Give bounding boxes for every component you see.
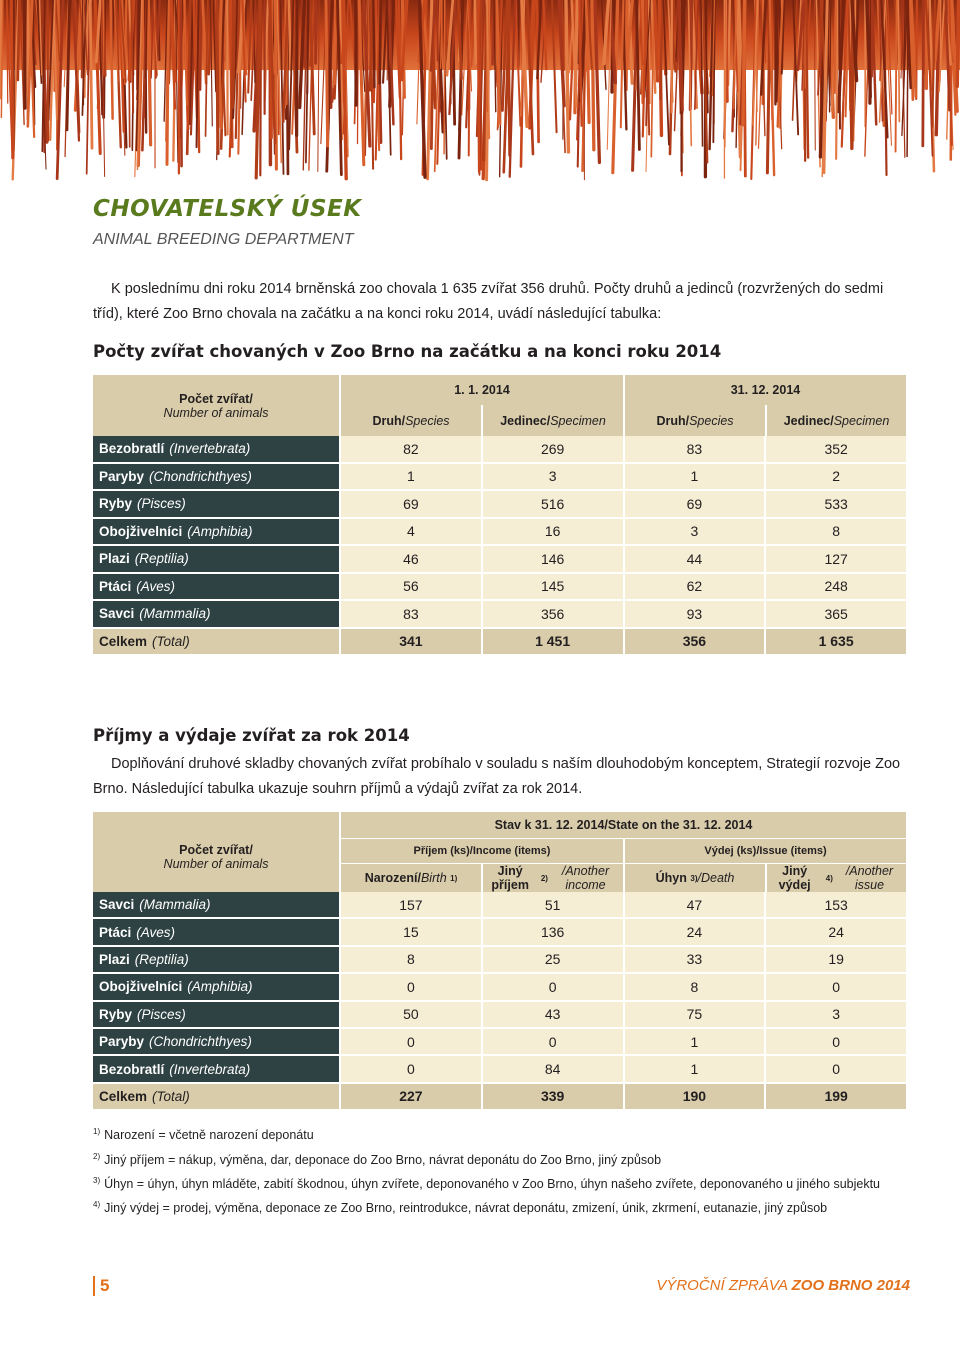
table-cell: 0 xyxy=(339,1029,481,1056)
row-label xyxy=(93,919,339,946)
section-title: CHOVATELSKÝ ÚSEK xyxy=(93,196,362,222)
footnote-2: $^{2)}$ Jiný příjem = nákup, výměna, dar, deponace do Zoo Brno, návrat deponátu do Zoo Brno, jiný způsob xyxy=(93,1152,662,1168)
table-row xyxy=(93,1084,906,1111)
table-cell: 356 xyxy=(623,629,765,657)
row-label-latin: (Mammalia) xyxy=(139,897,211,913)
row-label-latin: (Total) xyxy=(152,633,190,649)
table-cell: 93 xyxy=(623,601,765,629)
table-cell: 0 xyxy=(764,974,906,1001)
row-label-czech: Savci xyxy=(99,606,135,622)
table-cell: 82 xyxy=(339,436,481,464)
table-row xyxy=(93,491,906,519)
row-label-czech: Bezobratlí xyxy=(99,441,165,457)
table-cell: 4 xyxy=(339,519,481,547)
row-label xyxy=(93,974,339,1001)
table-row xyxy=(93,1002,906,1029)
animal-count-table xyxy=(93,375,906,660)
table-row xyxy=(93,1056,906,1083)
row-label-czech: Ptáci xyxy=(99,924,132,940)
row-label-latin: (Amphibia) xyxy=(187,523,253,539)
row-label-czech: Bezobratlí xyxy=(99,1061,165,1077)
table-cell: 3 xyxy=(764,1002,906,1029)
table-cell: 69 xyxy=(339,491,481,519)
row-label-latin: (Total) xyxy=(152,1088,190,1104)
table-cell: 352 xyxy=(764,436,906,464)
table-cell: 516 xyxy=(481,491,623,519)
page-number: 5 xyxy=(93,1276,109,1296)
footnote-3: $^{3)}$ Úhyn = úhyn, úhyn mláděte, zabití škodnou, úhyn zvířete, deponovaného v Zoo Brno, úhyn našeho zvířete, deponovaného u jiného subjektu xyxy=(93,1176,880,1192)
table-cell: 0 xyxy=(764,1029,906,1056)
row-label xyxy=(93,546,339,574)
row-label-latin: (Aves) xyxy=(136,578,176,594)
row-label-czech: Ryby xyxy=(99,496,133,512)
table-cell: 62 xyxy=(623,574,765,602)
table-row xyxy=(93,1029,906,1056)
table-cell: 24 xyxy=(764,919,906,946)
table-cell: 83 xyxy=(339,601,481,629)
row-label-czech: Plazi xyxy=(99,951,130,967)
table-cell: 69 xyxy=(623,491,765,519)
table-cell: 46 xyxy=(339,546,481,574)
row-label-czech: Celkem xyxy=(99,633,148,649)
table-row xyxy=(93,892,906,919)
table1-header-label: Počet zvířat/ Number of animals xyxy=(93,375,339,436)
row-label xyxy=(93,1029,339,1056)
table-row xyxy=(93,546,906,574)
table1-col-species-end: Druh/ Species xyxy=(625,405,765,436)
table2-state-header: Stav k 31. 12. 2014/State on the 31. 12. 2014 xyxy=(341,812,906,838)
table-cell: 8 xyxy=(623,974,765,1001)
table-cell: 1 xyxy=(623,464,765,492)
row-label-latin: (Invertebrata) xyxy=(169,441,251,457)
table-cell: 127 xyxy=(764,546,906,574)
table2-col-death: Úhyn 3) /Death xyxy=(625,864,765,892)
footer-report-title: VÝROČNÍ ZPRÁVA ZOO BRNO 2014 xyxy=(656,1277,910,1294)
row-label xyxy=(93,491,339,519)
table-cell: 0 xyxy=(481,974,623,1001)
table-cell: 199 xyxy=(764,1084,906,1111)
table-cell: 269 xyxy=(481,436,623,464)
table-row xyxy=(93,519,906,547)
row-label xyxy=(93,947,339,974)
table2-paragraph: Doplňování druhové skladby chovaných zvířat probíhalo v souladu s naším dlouhodobým konceptem, Strategií rozvoje Zoo Brno. Následující tabulka ukazuje souhrn příjmů a výdajů zvířat za rok 2014. xyxy=(93,756,901,797)
table-cell: 33 xyxy=(623,947,765,974)
table-cell: 1 635 xyxy=(764,629,906,657)
table-cell: 0 xyxy=(339,1056,481,1083)
table-cell: 227 xyxy=(339,1084,481,1111)
table-cell: 2 xyxy=(764,464,906,492)
table-cell: 136 xyxy=(481,919,623,946)
table-cell: 0 xyxy=(339,974,481,1001)
table-cell: 43 xyxy=(481,1002,623,1029)
row-label xyxy=(93,436,339,464)
row-label xyxy=(93,1056,339,1083)
row-label-latin: (Aves) xyxy=(136,924,176,940)
section-subtitle: ANIMAL BREEDING DEPARTMENT xyxy=(93,231,354,248)
table-cell: 50 xyxy=(339,1002,481,1029)
table-cell: 8 xyxy=(339,947,481,974)
table-row xyxy=(93,974,906,1001)
table-cell: 533 xyxy=(764,491,906,519)
intro-paragraph: K poslednímu dni roku 2014 brněnská zoo chovala 1 635 zvířat 356 druhů. Počty druhů a jedinců (rozvržených do sedmi tříd), které Zoo Brno chovala na začátku a na konci roku 2014, uvádí následující tabulka: xyxy=(93,281,884,322)
table-cell: 15 xyxy=(339,919,481,946)
row-label-czech: Ryby xyxy=(99,1006,133,1022)
table-cell: 1 xyxy=(623,1056,765,1083)
table-cell: 1 451 xyxy=(481,629,623,657)
table1-heading: Počty zvířat chovaných v Zoo Brno na začátku a na konci roku 2014 xyxy=(93,342,722,361)
row-label xyxy=(93,601,339,629)
footnote-4: $^{4)}$ Jiný výdej = prodej, výměna, deponace ze Zoo Brno, reintrodukce, návrat deponátu, zmizení, únik, zkrmení, eutanazie, jiný způsob xyxy=(93,1200,828,1216)
table1-col-species-start: Druh/ Species xyxy=(341,405,481,436)
table-cell: 157 xyxy=(339,892,481,919)
row-label-czech: Celkem xyxy=(99,1088,148,1104)
table-row xyxy=(93,436,906,464)
row-label-latin: (Reptilia) xyxy=(134,551,189,567)
table2-col-birth: Narození/ Birth 1) xyxy=(341,864,481,892)
row-label-latin: (Reptilia) xyxy=(134,951,189,967)
table-cell: 83 xyxy=(623,436,765,464)
table2-issue-header: Výdej (ks)/Issue (items) xyxy=(625,839,906,863)
row-label xyxy=(93,574,339,602)
table-cell: 44 xyxy=(623,546,765,574)
row-label xyxy=(93,1084,339,1111)
row-label-czech: Plazi xyxy=(99,551,130,567)
table-cell: 153 xyxy=(764,892,906,919)
table-cell: 0 xyxy=(764,1056,906,1083)
table2-header-label: Počet zvířat/ Number of animals xyxy=(93,812,339,892)
table-cell: 356 xyxy=(481,601,623,629)
table-cell: 248 xyxy=(764,574,906,602)
table-row xyxy=(93,629,906,657)
row-label-latin: (Pisces) xyxy=(137,496,186,512)
table-cell: 16 xyxy=(481,519,623,547)
row-label-czech: Savci xyxy=(99,897,135,913)
row-label-czech: Obojživelníci xyxy=(99,523,183,539)
table-cell: 84 xyxy=(481,1056,623,1083)
table-cell: 3 xyxy=(481,464,623,492)
row-label-latin: (Chondrichthyes) xyxy=(149,1034,252,1050)
thatch-roof-image xyxy=(0,0,960,190)
table1-col-specimen-start: Jedinec/ Specimen xyxy=(483,405,623,436)
row-label xyxy=(93,629,339,657)
table-cell: 0 xyxy=(481,1029,623,1056)
row-label xyxy=(93,464,339,492)
table-cell: 56 xyxy=(339,574,481,602)
table-cell: 146 xyxy=(481,546,623,574)
table-row xyxy=(93,947,906,974)
table-row xyxy=(93,601,906,629)
table-row xyxy=(93,574,906,602)
table-cell: 25 xyxy=(481,947,623,974)
table2-col-other-income: Jiný příjem 2) /Another income xyxy=(483,864,623,892)
row-label-latin: (Mammalia) xyxy=(139,606,211,622)
table-cell: 145 xyxy=(481,574,623,602)
table-cell: 19 xyxy=(764,947,906,974)
table-row xyxy=(93,919,906,946)
table-cell: 339 xyxy=(481,1084,623,1111)
table2-income-header: Příjem (ks)/Income (items) xyxy=(341,839,623,863)
table1-date-end: 31. 12. 2014 xyxy=(625,375,906,405)
table-cell: 341 xyxy=(339,629,481,657)
row-label-latin: (Amphibia) xyxy=(187,979,253,995)
table-row xyxy=(93,464,906,492)
income-issue-table xyxy=(93,812,906,1110)
table1-col-specimen-end: Jedinec/ Specimen xyxy=(767,405,906,436)
table-cell: 1 xyxy=(339,464,481,492)
table-cell: 190 xyxy=(623,1084,765,1111)
row-label-latin: (Chondrichthyes) xyxy=(149,468,252,484)
row-label xyxy=(93,519,339,547)
table2-col-other-issue: Jiný výdej 4) /Another issue xyxy=(767,864,906,892)
table-cell: 3 xyxy=(623,519,765,547)
row-label-latin: (Pisces) xyxy=(137,1006,186,1022)
table-cell: 1 xyxy=(623,1029,765,1056)
table-cell: 8 xyxy=(764,519,906,547)
row-label xyxy=(93,1002,339,1029)
row-label-czech: Obojživelníci xyxy=(99,979,183,995)
table-cell: 51 xyxy=(481,892,623,919)
row-label-latin: (Invertebrata) xyxy=(169,1061,251,1077)
row-label xyxy=(93,892,339,919)
table-cell: 24 xyxy=(623,919,765,946)
footnote-1: $^{1)}$ Narození = včetně narození deponátu xyxy=(93,1127,314,1143)
table1-date-start: 1. 1. 2014 xyxy=(341,375,623,405)
table-cell: 365 xyxy=(764,601,906,629)
row-label-czech: Paryby xyxy=(99,1034,145,1050)
table2-heading: Příjmy a výdaje zvířat za rok 2014 xyxy=(93,726,410,745)
row-label-czech: Paryby xyxy=(99,468,145,484)
table-cell: 75 xyxy=(623,1002,765,1029)
table-cell: 47 xyxy=(623,892,765,919)
row-label-czech: Ptáci xyxy=(99,578,132,594)
